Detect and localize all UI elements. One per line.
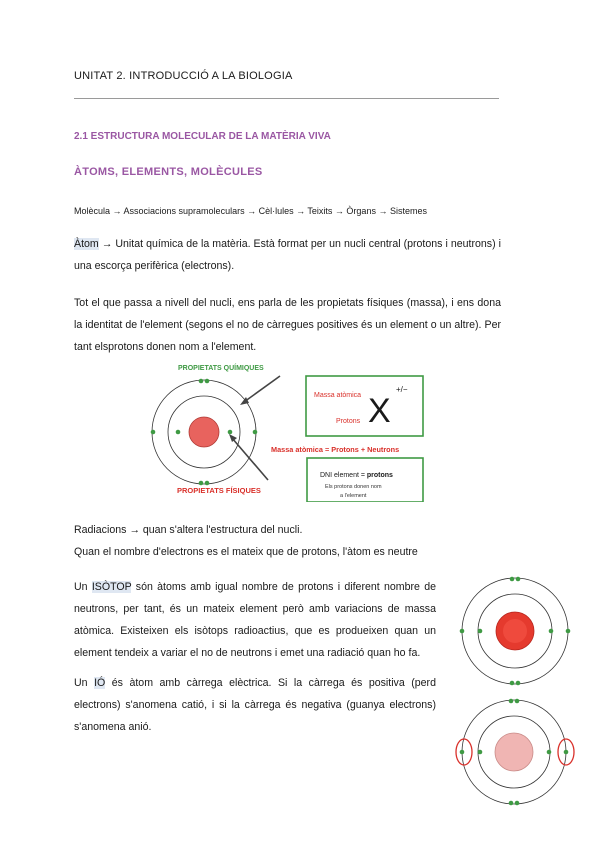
proton-number-label: Protons (336, 418, 361, 425)
hierarchy-chain: Molècula → Associacions supramoleculars → Cèl·lules → Teixits → Òrgans → Sistemes (74, 206, 427, 216)
section-heading: 2.1 ESTRUCTURA MOLECULAR DE LA MATÈRIA VIVA (74, 131, 331, 142)
dni-line-1-bold: protons (366, 472, 393, 479)
atom-model (151, 379, 258, 486)
ion-paragraph (74, 672, 436, 738)
dni-line-3: a l'element (340, 493, 367, 499)
mass-formula: Massa atòmica = Protons + Neutrons (271, 445, 400, 454)
atom-term: Àtom (74, 238, 99, 250)
header-divider (74, 98, 499, 99)
isotope-nucleus-core (503, 619, 527, 643)
atom-properties-diagram (140, 356, 440, 502)
physical-arrowhead (229, 434, 237, 442)
ion-lead: Un (74, 677, 95, 689)
ion-atom-illustration (450, 696, 580, 808)
element-symbol: X (368, 392, 391, 430)
atom-definition-text: → Unitat química de la matèria. Està format per un nucli central (protons i neutrons) i una escorça perifèrica (electrons). (74, 238, 501, 272)
dni-line-1-pre: DNI element = (320, 472, 367, 479)
dni-line-1 (320, 472, 393, 479)
document-header: UNITAT 2. INTRODUCCIÓ A LA BIOLOGIA (74, 70, 293, 82)
nucleus (189, 417, 219, 447)
mass-number-label: Massa atòmica (314, 392, 362, 399)
ion-nucleus (495, 733, 533, 771)
physical-properties-label: PROPIETATS FÍSIQUES (177, 486, 261, 495)
radiation-line-1: Radiacions → quan s'altera l'estructura del nucli. (74, 524, 303, 536)
ion-text: és àtom amb càrrega elèctrica. Si la càrrega és positiva (perd electrons) s'anomena catió, i si la càrrega és negativa (guanya electrons) s'anomena anió. (74, 677, 436, 733)
isotope-paragraph (74, 576, 436, 664)
charge-sign: +/− (396, 385, 408, 394)
atom-definition (74, 233, 501, 277)
isotope-term: ISÒTOP (91, 581, 132, 593)
dni-line-2: Els protons donen nom (325, 484, 382, 490)
chemical-properties-label: PROPIETATS QUÍMIQUES (178, 365, 264, 372)
isotope-lead: Un (74, 581, 92, 593)
physical-arrow (232, 438, 268, 480)
radiation-line-2: Quan el nombre d'electrons es el mateix que de protons, l'àtom es neutre (74, 546, 418, 558)
section-subheading: ÀTOMS, ELEMENTS, MOLÈCULES (74, 166, 263, 178)
chemical-arrow (244, 376, 280, 402)
isotope-atom-illustration (452, 575, 580, 687)
isotope-text: són àtoms amb igual nombre de protons i diferent nombre de neutrons, per tant, és un mateix element però amb variacions de massa atòmica. Existeixen els isòtops radioactius, que es produeixen quan un element tendeix a variar el no de neutrons i emet una radiació quan ho fa. (74, 581, 436, 659)
ion-term: IÓ (94, 677, 106, 689)
radiation-paragraph (74, 519, 501, 563)
nucleus-paragraph: Tot el que passa a nivell del nucli, ens parla de les propietats físiques (massa), i ens dona la identitat de l'element (segons el no de càrregues positives és un element o un altre). Per tant elsprotons donen nom a l'element. (74, 297, 501, 353)
